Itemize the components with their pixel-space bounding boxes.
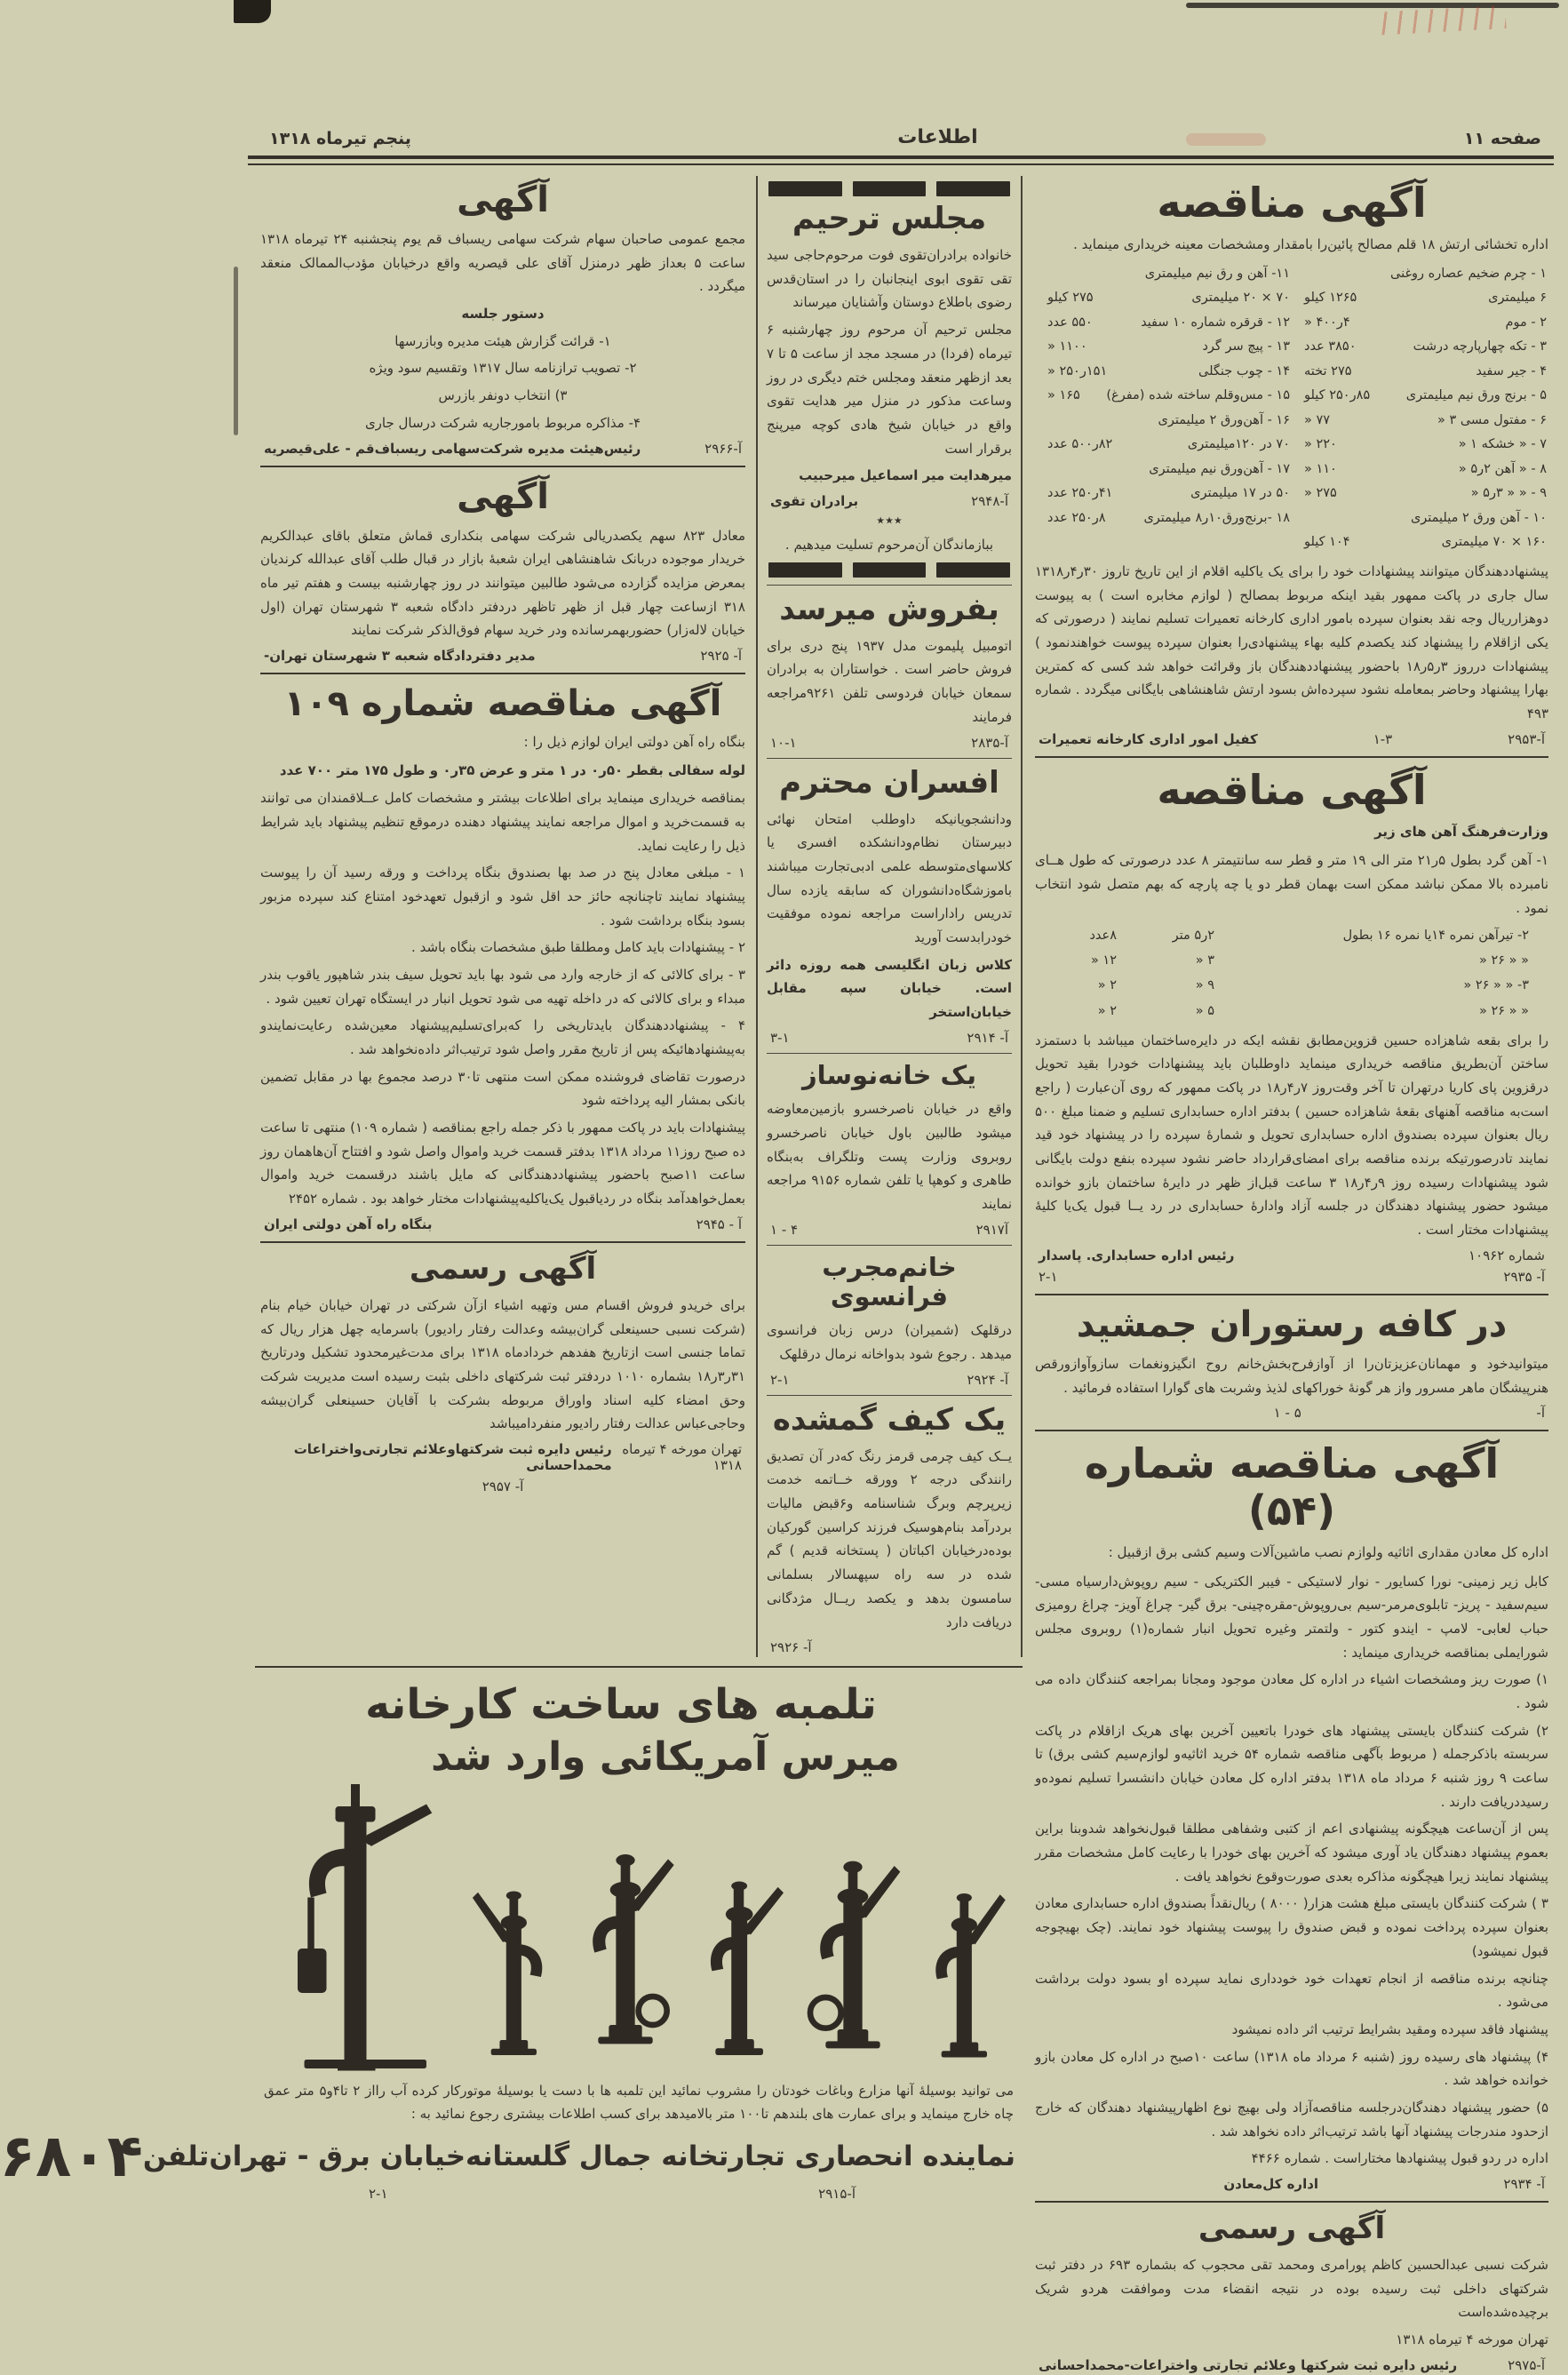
table-cell: ۲ « <box>1097 1003 1117 1018</box>
ad-code: آ- ۲۹۳۵ <box>1503 1268 1545 1285</box>
ad-items: کابل زیر زمینی- نورا کسایور - نوار لاستیکی - فیبر الکتریکی - سیم روپوش‌دارسیاه مسی-سیم‌سفید - پریز- تابلوی‌مرمر-سیم بی‌روپوش-مقره‌چینی- برق گیر- چراغ آویز- چراغ رومیزی حباب لعابی- لامپ - ایندو کتور - ولتمتر وغیره تحویل انبار شماره(۱) روبروی مجلس شورایملی بمناقصه خریداری مینماید : <box>1035 1573 1548 1661</box>
ad-code: آ- ۲۹۵۷ <box>482 1478 524 1495</box>
item-name: ۹ - « « ۳ر۵ « <box>1470 486 1547 501</box>
run-order: ۱۰-۱ <box>770 734 797 751</box>
signer: مدیر دفتردادگاه شعبه ۳ شهرستان تهران- <box>264 647 536 664</box>
ad-intro: اداره کل معادن مقداری اثاثیه ولوازم نصب ماشین‌آلات وسیم کشی برق ازقبیل : <box>1108 1544 1548 1560</box>
condolence-line: ببازماندگان آن‌مرحوم تسلیت میدهیم . <box>784 536 994 553</box>
ad-lost-bag <box>767 1403 1012 1656</box>
page-number: صفحه ۱۱ <box>1463 129 1541 148</box>
item-qty: ۱۵۱ر۲۵۰ « <box>1047 363 1108 379</box>
signature-row <box>369 2186 856 2202</box>
red-pencil-mark <box>1186 133 1266 146</box>
item-qty: ۷۷ « <box>1304 412 1331 427</box>
signature-row <box>264 1478 742 1494</box>
ad-code: آ- ۲۹۲۵ <box>700 647 742 664</box>
ad-title: مجلس ترحیم <box>792 201 987 236</box>
newspaper-title: اطلاعات <box>897 126 978 148</box>
ad-clause: ۳ - برای کالائی که از خارجه وارد می شود بها باید تحویل سیف بندر شاهپور یاقوب بندر مبداء و برای کالائی که در داخله تهیه می شود تحویل انبار در ایستگاه تهران تعیین شود . <box>260 966 745 1007</box>
ad-culture-ministry-tender <box>1035 767 1548 1285</box>
table-cell: ۲- تیرآهن نمره ۱۴یا نمره ۱۶ بطول <box>1342 928 1529 944</box>
ad-date: تهران مورخه ۴ تیرماه ۱۳۱۸ <box>1396 2331 1548 2348</box>
item-name: ۷۰ × ۲۰ میلیمتری <box>1191 291 1290 306</box>
ad-body: را برای بقعه شاهزاده حسین قزوین‌مطابق نقشه ایکه در دایره‌ساختمان میباشد با دستمزد ساختن آن‌بطریق مناقصه خریداری مینماید داوطلبان باید پیشنهادات خودرا بقید تحویل درقزوین پای کاریا درتهران تا آخر وقت‌روز ۷ر۴ر۱۸ در پاکت ممهور که روی آن‌عبارت ( راجع است‌به مناقصه آهنهای بقعهٔ شاهزاده حسین ) بدفتر اداره حسابداری تسلیم و ضمنا مبلغ ۵۰۰ ریال بعنوان سپرده بصندوق اداره حسابداری تحویل و شمارهٔ سپرده را در پیشنهاد خود قید نمایند تادرصورتیکه برنده مناقصه برای امضای‌قرارداد حاضر نشود سپرده بنفع دولت بایگانی شود پیشنهادات رسیده روز ۹ر۴ر۱۸ ۳ ساعت قبل‌از ظهر در دایرهٔ ساختمان بازو خوانده میشود حضور پیشنهاد دهندگان در جلسه آزاد وادارهٔ حسابداری در رد یــا قبول یک‌یا کلیهٔ پیشنهادات مختار است . <box>1035 1032 1549 1239</box>
signature-row <box>770 1030 1008 1046</box>
ad-clause: ۵) حضور پیشنهاد دهندگان‌درجلسه مناقصه‌آزاد ولی بهیچ نوع اظهارپیشنهاد دهندگان که خارج ازحدود مندرجات پیشنهاد آنها باشد ترتیب‌اثر داده نخواهد شد . <box>1035 2099 1548 2140</box>
item-qty: ۸۵ر۲۵۰ کیلو <box>1304 388 1371 403</box>
item-qty: ۱۰۴ کیلو <box>1304 535 1350 550</box>
signature-row <box>1039 1247 1545 1263</box>
ad-title: خانم‌مجرب فرانسوی <box>822 1251 957 1311</box>
ad-intro: اداره تخشائی ارتش ۱۸ قلم مصالح پائین‌را بامقدار ومشخصات معینه خریداری مینماید . <box>1073 235 1548 252</box>
ad-officers-school <box>767 766 1012 1046</box>
item-qty: ۵۵۰ عدد <box>1047 315 1093 330</box>
ad-title: آگهی <box>457 475 549 517</box>
table-cell: « « ۲۶ « <box>1478 953 1529 968</box>
item-name: ۵۰ در ۱۷ میلیمتری <box>1190 486 1290 501</box>
item-name: ۱۶ - آهن‌ورق ۲ میلیمتری <box>1158 412 1290 427</box>
table-cell: ۸عدد <box>1089 928 1117 944</box>
signature-row <box>1039 731 1545 747</box>
ad-body: یــک کیف چرمی قرمز رنگ که‌در آن تصدیق رانندگی درجه ۲ وورقه خــاتمه خدمت زیرپرچم وبرگ شناسنامه و۶قبض مالیات بردرآمد بنام‌هوسیک فرزند کراسین گورکیان بوده‌درخیابان اکباتان ( پستخانه قدیم ) گم شده در سه راه سپهسالار بسلمانی سامسون بدهد و یکصد ریــال مژدگانی دریافت دارد <box>767 1447 1012 1630</box>
pump-illustration <box>565 1806 672 2073</box>
item-name: ۱۶۰ × ۷۰ میلیمتری <box>1441 535 1547 550</box>
tender-item-row <box>1035 359 1548 383</box>
signer: رئیس دایره ثبت شرکتهاوعلائم تجارتی‌واختراعات محمداحسانی <box>293 1441 612 1474</box>
item-name: ۱۴ - چوب جنگلی <box>1198 363 1290 379</box>
signature-row <box>264 1441 742 1473</box>
item-name: ۱۵ - مس‌وقلم ساخته شده (مفرغ) <box>1106 388 1290 403</box>
item-name: ۱۳ - پیچ سر گرد <box>1202 339 1290 355</box>
tender-item-row <box>1035 530 1548 554</box>
ad-clause: ۴) پیشنهاد های رسیده روز (شنبه ۶ مرداد ماه ۱۳۱۸) ساعت ۱۰صبح در اداره کل معادن بازو خوانده خواهد شد . <box>1035 2048 1548 2089</box>
ad-code: آ-۲۹۷۵ <box>1508 2356 1545 2373</box>
section-divider <box>767 1053 1012 1054</box>
ad-body: مجلس ترحیم آن مرحوم روز چهارشنبه ۶ تیرماه (فردا) در مسجد مجد از ساعت ۵ تا ۷ بعد ازظهر منعقد ومجلس ختم دیگری در روز وساعت مذکور در منزل میر هدایت تقوی واقع در خیابان شیخ هادی کوچه میرپنج برقرار است <box>767 322 1013 457</box>
ad-clause: پیشنهادات باید در پاکت ممهور با ذکر جمله راجع بمناقصه ( شماره ۱۰۹) منتهی تا ساعت ده صبح روز۱۱ مرداد ۱۳۱۸ بدفتر قسمت خرید واموال واصل شود و افتتاح آن‌هاهمان روز ساعت ۱۱صبح باحضور پیشنهاددهندگانی که مایل باشند درقسمت خرید واموال بعمل‌خواهدآمد بنگاه در ردیاقبول یک‌یاکلیه‌پیشنهادات مختار خواهد بود . شماره ۲۴۵۲ <box>260 1120 746 1207</box>
ad-title: یک کیف گمشده <box>772 1401 1007 1438</box>
ad-date: تهران مورخه ۴ تیرماه ۱۳۱۸ <box>622 1441 742 1474</box>
item-qty: ۳۸۵۰ عدد <box>1304 339 1357 355</box>
section-divider <box>260 673 745 674</box>
item-name: ۱۷ - آهن‌ورق نیم میلیمتری <box>1149 461 1290 476</box>
section-divider <box>260 466 745 467</box>
ad-clause: درصورت تقاضای فروشنده ممکن است منتهی تا۳۰ درصد مجموع بها در مقابل تضمین بانکی بمشار الیه پرداخته شود <box>260 1068 745 1109</box>
section-divider <box>767 1395 1012 1396</box>
run-order: ۱-۳ <box>1373 730 1393 747</box>
section-divider <box>767 758 1012 759</box>
ad-official-left <box>260 1252 745 1494</box>
item-qty: ۱۱۰۰ « <box>1047 339 1087 355</box>
segmented-bar <box>768 562 1010 578</box>
ad-memorial <box>767 202 1012 557</box>
phone-number: ۶۸۰۴ <box>0 2122 143 2191</box>
ad-pumps <box>0 1666 1023 2203</box>
ad-code: آ-۲۹۶۶ <box>704 440 742 457</box>
issue-date: پنجم تیرماه ۱۳۱۸ <box>269 129 411 148</box>
ad-new-house <box>767 1061 1012 1238</box>
ad-body: واقع در خیابان ناصرخسرو بازمین‌معاوضه میشود طالبین باول خیابان ناصرخسرو روبروی وزارت پست وتلگراف به‌بنگاه طاهری و کوهپا یا تلفن شماره ۹۱۵۶ مراجعه نمایند <box>767 1101 1012 1212</box>
section-divider <box>767 585 1012 586</box>
item-qty: ۱۶۵ « <box>1047 388 1080 403</box>
star-separator: ٭٭٭ <box>876 510 903 530</box>
ad-code: آ- <box>1536 1405 1545 1422</box>
ad-body: ودانشجویانیکه داوطلب امتحان نهائی دبیرستان نظام‌ودانشکده افسری یا کلاسهای‌متوسطه علمی ادبی‌تجارت میباشند باموزشگاه‌دانشوران که سابقه یازده سال تدریس راداراست مراجعه نموده موفقیت خودرابدست آورید <box>767 810 1012 946</box>
item-name: ۸ - « آهن ۲ر۵ « <box>1458 461 1547 476</box>
section-divider <box>1035 1430 1548 1431</box>
ad-clause: چنانچه برنده مناقصه از انجام تعهدات خود خودداری نماید سپرده او بسود دولت برداشت می‌شود . <box>1035 1970 1548 2011</box>
ad-clause: ۳ ) شرکت کنندگان بایستی مبلغ هشت هزار( ۸۰۰۰ ) ریال‌نقداً بصندوق اداره حسابداری معادن بعنوان سپرده پرداخت نموده و قبض صندوق را پیوست پیشنهاد خود نمایند. (چک بهیچوجه قبول نمیشود) <box>1035 1895 1548 1959</box>
ad-body: معادل ۸۲۳ سهم یکصدریالی شرکت سهامی بنکداری قماش متعلق باقای عبدالکریم خریدار موجوده دربانک شاهنشاهی ایران شعبهٔ بازار در قبال طلب آقای عبدالله کرندیان بمعرض مزایده گزارده می‌شود طالبین میتوانند در روز چهارشنبه بیست و هفتم تیر ماه ۳۱۸ ازساعت چهار قبل از ظهر تاظهر دردفتر دادگاه شعبه ۳ شهرستان تهران (اول خیابان لاله‌زار) حضوربهمرسانده ودر خرید سهام فوق‌الذکر شرکت نمایند <box>260 527 746 639</box>
table-cell: ۹ « <box>1195 978 1214 993</box>
ref-number: شماره ۱۰۹۶۲ <box>1469 1247 1545 1263</box>
column-middle <box>756 176 1023 1657</box>
page-body <box>0 165 1568 2375</box>
ad-code: آ-۲۹۵۳ <box>1508 730 1545 747</box>
item-qty: ۴۱ر۲۵۰ عدد <box>1047 486 1113 501</box>
ad-item: ۱- آهن گرد بطول ۵ر۲۱ متر الی ۱۹ متر و قطر سه سانتیمتر ۸ عدد درصورتی که طول هــای نامبرده بالا ممکن نباشد ممکن است بهمان قطر دو یا چه پارچه که بهم متصل شود انتخاب نمود . <box>1035 852 1548 916</box>
item-qty: ۸۲ر۵۰۰ عدد <box>1047 437 1113 452</box>
ad-title-line2: میرس آمریکائی وارد شد <box>431 1734 900 1781</box>
run-order: ۲-۱ <box>770 1371 790 1388</box>
signature-row <box>264 1216 742 1232</box>
tender-item-row <box>1035 335 1548 359</box>
ad-code: آ- ۲۹۲۶ <box>770 1639 812 1656</box>
item-name: ۶ میلیمتری <box>1488 291 1547 306</box>
table-cell: ۵ « <box>1195 1003 1214 1018</box>
item-name: ۱ - چرم ضخیم عصاره روغنی <box>1389 266 1547 281</box>
tender-item-row <box>1035 457 1548 481</box>
tender-item-row <box>1035 310 1548 334</box>
ad-intro: بنگاه راه آهن دولتی ایران لوازم ذیل را : <box>523 733 745 750</box>
agenda-item: ۳) انتخاب دونفر بازرس <box>438 387 568 404</box>
signature-row <box>1039 1405 1545 1421</box>
ad-body: کلاس زبان انگلیسی همه روزه دائر است. خیابان سپه مقابل خیابان‌استخر <box>767 956 1012 1021</box>
agent-text: نماینده انحصاری تجارتخانه جمال گلستانه‌خیابان برق - تهران‌تلفن <box>142 2140 1015 2173</box>
ad-body: اتومبیل پلیموت مدل ۱۹۳۷ پنج دری برای فروش حاضر است . خواستاران به برادران سمعان خیابان فردوسی تلفن ۹۲۶۱مراجعه فرمایند <box>767 637 1012 725</box>
ad-title: آگهی مناقصه شماره ۱۰۹ <box>283 682 722 724</box>
tender-item-row <box>1035 384 1548 408</box>
section-divider <box>260 1241 745 1243</box>
column-right <box>1023 176 1556 2375</box>
ad-code: آ۲۹۱۷ <box>975 1221 1008 1238</box>
signer: بنگاه راه آهن دولتی ایران <box>264 1215 433 1232</box>
item-qty: ۱۲۶۵ کیلو <box>1304 291 1357 306</box>
ad-railway-tender-109 <box>260 683 745 1232</box>
item-qty: ۲۷۵ تخته <box>1304 363 1352 379</box>
ad-code: آ - ۲۹۴۵ <box>696 1215 742 1232</box>
iron-beam-table <box>1040 923 1532 1023</box>
item-qty: ۲۷۵ « <box>1304 486 1337 501</box>
ad-body: شرکت نسبی عبدالحسین کاظم پورامری ومحمد تقی محجوب که بشماره ۶۹۳ در دفتر ثبت شرکتهای داخلی ثبت رسیده بوده در نتیجه انقضاء مدت وموافقت هردو شریک برچیده‌شده‌است <box>1035 2257 1548 2321</box>
item-name: ۷ - « خشکه ۱ « <box>1458 437 1547 452</box>
ad-caption: می توانید بوسیلهٔ آنها مزارع وباغات خودتان را مشروب نمائید این تلمبه ها با دست یا بوسیلهٔ موتورکار کرده آب رااز ۲ تا۴و۵ متر عمق چاه خارج مینماید و برای عمارت های بلندهم تا۱۰۰ متر بالامیدهد برای کسب اطلاعات بیشتری رجوع نمائید به : <box>264 2083 1014 2122</box>
ad-code: آ- ۲۹۱۴ <box>967 1029 1008 1046</box>
run-order: ۴ - ۱ <box>770 1221 799 1238</box>
item-name: ۵ - برنج ورق نیم میلیمتری <box>1405 388 1547 403</box>
table-cell: « « ۲۶ « <box>1478 1003 1529 1018</box>
ad-title: در کافه رستوران جمشید <box>1076 1303 1508 1345</box>
item-name: ۳ - تکه چهارپارچه درشت <box>1413 339 1547 355</box>
ad-code: آ-۲۹۱۵ <box>818 2186 856 2203</box>
signature-row <box>770 493 1008 509</box>
agenda-title: دستور جلسه <box>461 306 545 323</box>
signer: برادران تقوی <box>770 492 859 509</box>
ad-official-right <box>1035 2212 1548 2373</box>
pump-illustration <box>792 1815 899 2073</box>
item-name: ۲ - موم <box>1505 315 1547 330</box>
item-name: ۱۰ - آهن ورق ۲ میلیمتری <box>1410 510 1547 525</box>
item-qty: ۱۱۰ « <box>1304 461 1337 476</box>
signature-row <box>1039 2357 1545 2373</box>
ad-clause: ۲) شرکت کنندگان بایستی پیشنهاد های خودرا باتعیین آخرین بهای هریک ازاقلام در پاکت سربسته باذکرجمله ( مربوط بآگهی مناقصه شماره ۵۴ خرید اثاثیه‌و لوازم‌سیم کشی برق) تا ساعت ۹ روز شنبه ۶ مرداد ماه ۱۳۱۸ بدفتر اداره کل معادن خیابان دانشسرا تسلیم نموده‌و رسیددریافت دارند . <box>1035 1722 1548 1810</box>
signer: رئیس‌هیئت مدیره شرکت‌سهامی ریسباف‌قم - علی‌قیصریه <box>264 440 641 457</box>
section-divider <box>1035 1294 1548 1295</box>
agent-line <box>0 2122 1015 2191</box>
column-left <box>255 176 756 1496</box>
item-qty: ۲۲۰ « <box>1304 437 1337 452</box>
segmented-bar <box>768 181 1010 196</box>
signature-row <box>1039 1269 1545 1285</box>
ad-body: میتوانیدخود و مهمانان‌عزیزتان‌را از آوازفرح‌بخش‌خانم روح انگیزونغمات سازوآوازورقص هنرپیشگان ماهر مسرور واز هر گونهٔ خوراکهای لذیذ وشربت های گوارا استفاده فرمائید . <box>1035 1355 1548 1396</box>
item-name: ۱۸ -برنج‌ورق۱۰ر۸ میلیمتری <box>1143 510 1290 525</box>
ad-body: پیشنهاددهندگان میتوانند پیشنهادات خود را برای یک یاکلیه اقلام از این تاریخ تاروز ۳۰ر۴ر۱۳۱۸ سال جاری در پاکت ممهور بقید اینکه مربوط بمصالح ( لوازم مخابره است ) به پیوست دوهزارریال وجه نقد بعنوان سپرده بامور اداری کارخانه تعمیرات تسلیم نمایند ( درصورتی که یکی ازاقلام را پیشنهاد کند یکصدم کلیه بهاء پیشنهادی‌را بعنوان سپرده پیوست خواهندنمود ) پیشنهادات درروز ۳ر۵ر۱۸ باحضور پیشنهاددهندگان باز وقرائت خواهد شد کسی که کمترین بهارا پیشنهاد وحاضر بمعامله نشود سپرده‌اش بسود ارتش شاهنشاهی بایگانی میگردد . شماره ۴۹۳ <box>1035 563 1548 722</box>
ad-share-auction <box>260 476 745 664</box>
pump-illustration <box>681 1837 784 2073</box>
ad-code: آ- ۲۹۲۴ <box>967 1371 1008 1388</box>
pump-illustration <box>458 1846 556 2073</box>
ad-title: آگهی مناقصه <box>1157 765 1427 814</box>
ad-code: آ-۲۹۴۸ <box>971 492 1008 509</box>
table-cell: ۲ « <box>1097 978 1117 993</box>
ad-title: آگهی مناقصه <box>1157 179 1427 227</box>
ad-title: آگهی <box>457 179 549 220</box>
ad-cafe-jamshid <box>1035 1304 1548 1421</box>
section-divider <box>767 1245 1012 1246</box>
signers: میرهدایت میر اسماعیل میرحبیب <box>799 467 1012 484</box>
item-name: ۱۱- آهن و رق نیم میلیمتری <box>1144 266 1290 281</box>
signature-row <box>770 735 1008 751</box>
ad-car-for-sale <box>767 593 1012 751</box>
ad-clause: پس از آن‌ساعت هیچگونه پیشنهادی اعم از کتبی وشفاهی مطلقا قبول‌نخواهد شدوبنا براین بعموم پیشنهاد دهندگان یاد آوری میشود که آخرین بهای خودرا با رعایت کامل مشخصات مقرر پیشنهاد نمایند زیرا هیچگونه مذاکره بعدی صورت‌وقوع نخواهد یافت . <box>1035 1821 1548 1885</box>
ad-clause: بمناقصه خریداری مینماید برای اطلاعات بیشتر و مشخصات کامل عــلاقمندان می توانند به قسمت‌خرید و اموال مراجعه نمایند پیشنهاد دهنده درموقع تنظیم پیشنهاد باید شرایط ذیل را رعایت نماید. <box>260 790 745 854</box>
ad-title: آگهی رسمی <box>409 1250 597 1287</box>
table-cell: ۱۲ « <box>1090 953 1117 968</box>
item-qty: ۸ر۲۵۰ عدد <box>1047 510 1106 525</box>
signature-row <box>770 1222 1008 1238</box>
ad-clause: ۲ - پیشنهادات باید کامل ومطلقا طبق مشخصات بنگاه باشد . <box>411 939 745 956</box>
pump-illustrations <box>262 1780 1015 2073</box>
agenda-item: ۲- تصویب ترازنامه سال ۱۳۱۷ وتقسیم سود ویژه <box>369 360 637 377</box>
section-divider <box>1035 756 1548 758</box>
item-qty: ۴ر۴۰۰ « <box>1304 315 1350 330</box>
ad-title: افسران محترم <box>779 764 999 801</box>
tender-item-list <box>1035 261 1548 554</box>
table-cell: ۳ « <box>1195 953 1214 968</box>
signer: رئیس اداره حسابداری. پاسدار <box>1039 1247 1235 1263</box>
item-name: ۴ - جیر سفید <box>1476 363 1547 379</box>
item-name: ۷۰ در ۱۲۰میلیمتری <box>1187 437 1290 452</box>
tender-item-row <box>1035 482 1548 506</box>
ad-body: درقلهک (شمیران) درس زبان فرانسوی میدهد . رجوع شود بدواخانه نرمال درقلهک <box>767 1322 1012 1362</box>
section-divider <box>1035 2201 1548 2203</box>
item-name: ۶ - مفتول مسی ۳ « <box>1437 412 1547 427</box>
ad-french-lady <box>767 1253 1012 1388</box>
ad-clause: ۱) صورت ریز ومشخصات اشیاء در اداره کل معادن موجود ومجانا بمراجعه کنندگان داده می شود . <box>1035 1671 1548 1711</box>
agenda-item: ۱- قرائت گزارش هیئت مدیره وبازرسها <box>394 332 611 349</box>
ad-code: آ-۲۸۳۵ <box>971 734 1008 751</box>
signature-row <box>264 441 742 457</box>
tender-item-row <box>1035 433 1548 457</box>
ad-title: بفروش میرسد <box>779 591 999 627</box>
masthead <box>234 0 1568 148</box>
table-cell: ۲ر۵ متر <box>1172 928 1214 944</box>
signature-row <box>1039 2176 1545 2192</box>
run-order: ۳-۱ <box>770 1029 790 1046</box>
tender-item-row <box>1035 408 1548 432</box>
ad-item-line: لوله سفالی بقطر ۵۰ر۰ در ۱ متر و عرض ۳۵ر۰ و طول ۱۷۵ متر ۷۰۰ عدد <box>279 762 745 779</box>
ad-subtitle: وزارت‌فرهنگ آهن های زیر <box>1374 823 1548 840</box>
signer: کفیل امور اداری کارخانه تعمیرات <box>1039 730 1258 747</box>
run-order: ۵ - ۱ <box>1273 1405 1301 1422</box>
tender-item-row <box>1035 506 1548 530</box>
ad-title: یک خانه‌نوساز <box>801 1059 977 1090</box>
ad-code: آ- ۲۹۳۴ <box>1503 2176 1545 2192</box>
ad-clause: پیشنهاد فاقد سپرده ومقید بشرایط ترتیب اثر داده نمیشود <box>1231 2020 1548 2037</box>
ad-title: آگهی مناقصه شماره (۵۴) <box>1084 1439 1500 1535</box>
pump-illustration <box>271 1780 449 2073</box>
ad-title: آگهی رسمی <box>1198 2211 1386 2246</box>
signature-row <box>770 1372 1008 1388</box>
tender-item-row <box>1035 286 1548 310</box>
signer: رئیس دایره ثبت شرکتها وعلائم تجارتی واختراعات-محمداحسانی <box>1039 2356 1458 2373</box>
ad-army-tender <box>1035 179 1548 747</box>
signer: اداره کل‌معادن <box>1223 2176 1319 2192</box>
item-name: ۱۲ - قرقره شماره ۱۰ سفید <box>1141 315 1290 330</box>
ad-body: برای خریدو فروش اقسام مس وتهیه اشیاء ازآن شرکتی در تهران خیابان خیام بنام (شرکت نسبی حسینعلی گران‌بیشه وعدالت رفتار رادیور) باسرمایه چهل هزار ریال که تماما جنسی است ازتاریخ هفدهم خردادماه ۱۳۱۸ برای مدت‌غیرمحدود تشکیل ودرتاریخ ۳۱ر۳ر۱۸ بشماره ۱۰۱۰ دردفتر ثبت شرکتهای داخلی بثبت رسیده است مدیریت شرکت وحق امضاء کلیه اسناد واوراق مربوطه بشرکت با آقایان حسینعلی گران‌بیشه وحاجی‌عباس عدالت رفتار رادیور منفردامیباشد <box>260 1296 746 1432</box>
item-qty: ۲۷۵ کیلو <box>1047 291 1094 306</box>
ad-risbaf-assembly <box>260 179 745 457</box>
ad-clause: اداره در ردو قبول پیشنهادها مختاراست . شماره ۴۴۶۶ <box>1251 2150 1548 2167</box>
pump-illustration <box>909 1851 1007 2073</box>
ad-mines-tender-54 <box>1035 1440 1548 2192</box>
run-order: ۲-۱ <box>1039 1268 1058 1285</box>
signature-row <box>264 648 742 664</box>
signature-row <box>770 1639 1008 1655</box>
scan-artifact <box>234 0 271 23</box>
scan-artifact <box>234 267 238 435</box>
left-region <box>0 176 1023 2203</box>
run-order: ۲-۱ <box>369 2186 388 2203</box>
masthead-rule <box>248 155 1554 165</box>
agenda-item: ۴- مذاکره مربوط بامورجاریه شرکت درسال جاری <box>364 414 641 431</box>
ad-title-line1: تلمبه های ساخت کارخانه <box>365 1680 877 1730</box>
table-cell: ۳- « « ۲۶ « <box>1463 978 1529 993</box>
ad-body: خانواده برادران‌تقوی فوت مرحوم‌حاجی سید تقی تقوی ابوی اینجانبان را در استان‌قدس رضوی باطلاع دوستان وآشنایان میرساند <box>767 247 1012 311</box>
ad-clause: ۱ - مبلغی معادل پنج در صد بها بصندوق بنگاه پرداخت و ورقه رسید آن را پیوست پیشنهاد نمایند تاچنانچه حائز حد اقل شود و ازقبول تعهدخود امتناع کند سپرده مزبور بسود بنگاه برداشت شود . <box>260 865 745 928</box>
tender-item-row <box>1035 261 1548 285</box>
ad-clause: ۴ - پیشنهاددهندگان بایدتاریخی را که‌برای‌تسلیم‌پیشنهاد معین‌شده رعایت‌نمایندو به‌پیشنهادهائیکه پس از تاریخ مقرر واصل شود ترتیب‌اثر داده‌نخواهد شد . <box>260 1017 745 1057</box>
ad-body: مجمع عمومی صاحبان سهام شرکت سهامی ریسباف قم یوم پنجشنبه ۲۴ تیرماه ۱۳۱۸ ساعت ۵ بعداز ظهر درمنزل آقای علی قیصریه واقع درخیابان مؤدب‌الممالک منعقد میگردد . <box>260 231 745 295</box>
